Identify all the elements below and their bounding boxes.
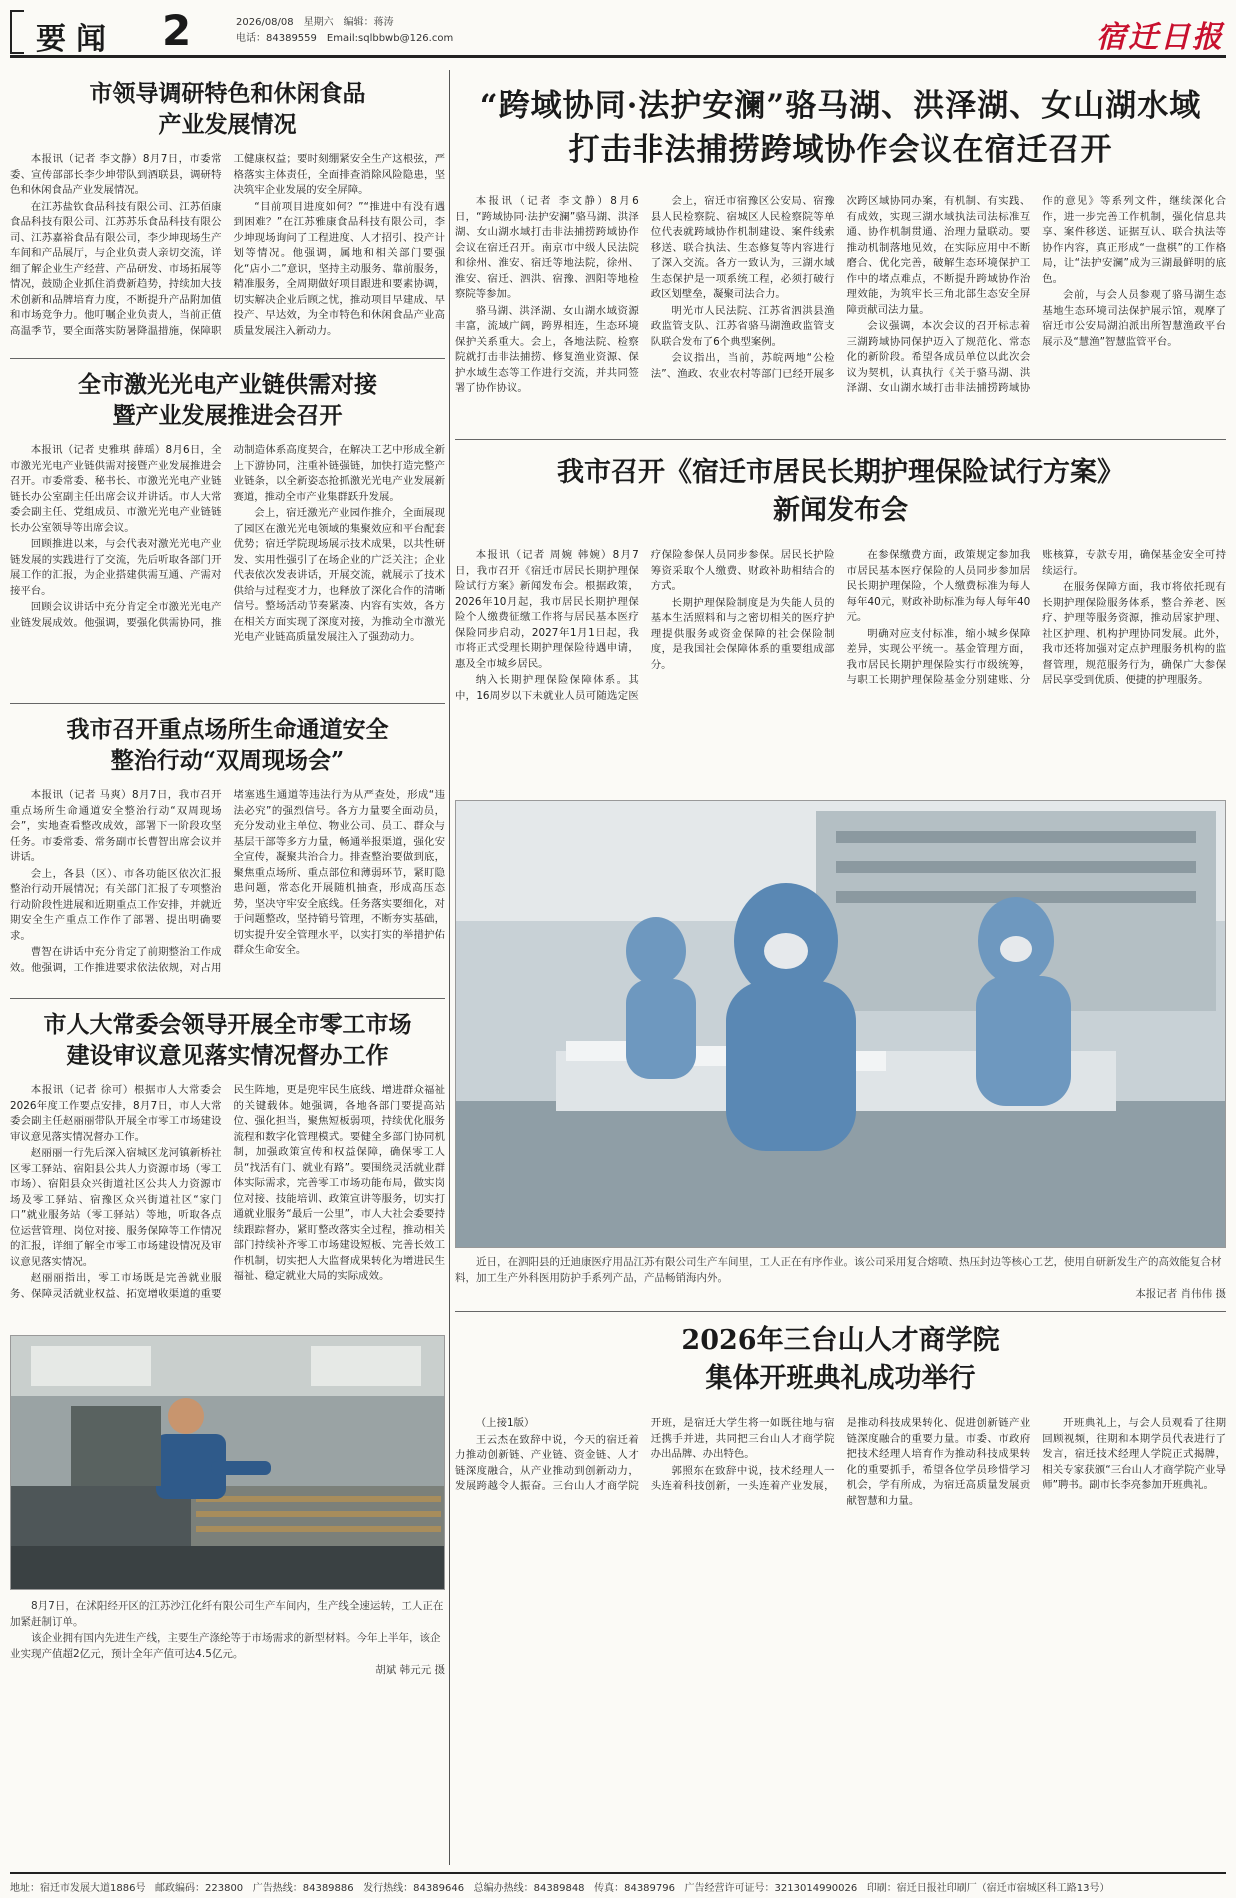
article-headline [10,1009,445,1071]
paragraph: 会上，宿迁激光产业园作推介，全面展现了园区在激光光电领域的集聚效应和平台配套优势；宿迁学院现场展示技术成果，以共性研发、实用性强引了在场企业的广泛关注；企业代表依次发表讲话，开展交流，就展示了技术供给与过程变才力，也释放了深化合作的清晰信号。整场活动节奏紧凑、内容有实效，各方在相关方面实现了深度对接，为推动全市激光光电产业链高质量发展注入了强劲动力。 [233,507,445,643]
issue-meta [236,15,463,47]
article-body [10,788,445,988]
paragraph: 本报讯（记者 史雅琪 薛瑶）8月6日，全市激光光电产业链供需对接暨产业发展推进会召开。市委常委、秘书长、市激光光电产业链链长办公室副主任出席会议并讲话。市人大常委会副主任、党组成员、市激光光电产业链链长办公室领导等出席会议。 [10,444,222,534]
paragraph: 会前，与会人员参观了骆马湖生态基地生态环境司法保护展示馆，观摩了宿迁市公安局湖泊派出所智慧渔政平台展示及“慧渔”智慧监管平台。 [1042,289,1226,348]
footer-address: 地址：宿迁市发展大道1886号 [10,1883,146,1894]
photo-caption-block [455,1254,1226,1301]
issue-weekday: 星期六 [303,17,334,28]
photo-credit: 本报记者 肖伟伟 摄 [1135,1288,1226,1300]
paragraph: 本报讯（记者 李文静）8月7日，市委常委、宣传部部长李少坤带队到酒联县，调研特色和休闲食品产业发展情况。 [10,153,222,196]
divider [455,439,1226,440]
factory-worker-photo [10,1335,445,1590]
article-headline [10,369,445,431]
footer-distribution-phone: 发行热线：84389646 [363,1883,465,1894]
paragraph: 会议强调，本次会议的召开标志着三湖跨域协同保护迈入了规范化、常态化的新阶段。希望各成员单位以此次会议为契机，认真执行《关于骆马湖、洪泽湖、女山湖水域打击非法捕捞跨域协作的意见》等系列文件，继续深化合作，进一步完善工作机制，强化信息共享、案件移送、证据互认、联合执法等协作内容，真正形成“一盘棋”的工作格局，让“法护安澜”成为三湖最鲜明的底色。 [846,195,1226,394]
cleanroom-photo [455,800,1226,1248]
photo-caption-block [10,1598,445,1677]
paragraph: 回顾推进以来，与会代表对激光光电产业链发展的实践进行了交流，先后听取各部门开展工作的汇报，为企业搭建供需互通、产需对接平台。 [10,538,222,597]
headline-line: 2026年三台山人才商学院 [681,1325,1000,1356]
footer-printer: 印刷：宿迁日报社印刷厂（宿迁市宿城区科工路13号） [866,1883,1110,1894]
editor-email: Email:sqlbbwb@126.com [326,33,454,44]
article-body [455,548,1226,786]
paragraph: 本报讯（记者 马爽）8月7日，我市召开重点场所生命通道安全整治行动“双周现场会”，实地查看整改成效，部署下一阶段攻坚任务。市委常委、常务副市长曹智出席会议并讲话。 [10,789,222,863]
lead-headline [455,84,1226,172]
page-footer [10,1872,1226,1894]
paragraph: 赵丽丽指出，零工市场既是完善就业服务、保障灵活就业权益、拓宽增收渠道的重要民生阵地，更是兜牢民生底线、增进群众福祉的关键载体。她强调，各地各部门要提高站位、强化担当，聚焦短板弱项，持续优化服务流程和数字化管理模式。要健全多部门协同机制，加强政策宣传和权益保障，确保零工人员“找活有门、就业有路”。要围绕灵活就业群体实际需求，完善零工市场功能布局，做实岗位对接、技能培训、政策宣讲等服务，切实打通就业服务“最后一公里”，市人大社会委要持续跟踪督办，紧盯整改落实全过程，推动相关部门持续补齐零工市场建设短板、完善长效工作机制，切实把人大监督成果转化为增进民生福祉、稳定就业大局的实际成效。 [10,1084,445,1300]
paragraph: 会上，各县（区）、市各功能区依次汇报整治行动开展情况；有关部门汇报了专项整治行动阶段性进展和近期重点工作安排，并就近期安全生产重点工作作了部署、提出明确要求。 [10,867,222,942]
headline-line: “跨域协同·法护安澜”骆马湖、洪泽湖、女山湖水域 [479,88,1202,124]
paragraph: 在江苏盐钦食品科技有限公司、江苏佰康食品科技有限公司、江苏苏乐食品科技有限公司、江苏嘉裕食品有限公司，李少坤现场生产车间和产品展厅，与企业负责人亲切交流，详细了解企业生产经营、产品研发、市场拓展等情况，鼓励企业抓住消费新趋势，持续加大技术创新和品牌培育力度，不断提升产品附加值和市场竞争力。他叮嘱企业负责人，当前正值高温季节，要全面落实防暑降温措施，保障职工健康权益；要时刻绷紧安全生产这根弦，严格落实主体责任，全面排查消除风险隐患，坚决筑牢企业发展的安全屏障。 [10,153,445,337]
article-life-channel [10,714,445,988]
article-body [10,152,445,348]
paragraph: 郭照东在致辞中说，技术经理人一头连着科技创新，一头连着产业发展，是推动科技成果转化、促进创新链产业链深度融合的重要力量。市委、市政府把技术经理人培育作为推动科技成果转化的重要抓手，希望各位学员珍惜学习机会，学有所成，为宿迁高质量发展贡献智慧和力量。 [650,1417,1031,1507]
paragraph: 会上，宿迁市宿豫区公安局、宿豫县人民检察院、宿城区人民检察院等单位代表就跨域协作机制建设、案件线索移送、联合执法、生态修复等内容进行了深入交流。各方一致认为，三湖水域生态保护是一项系统工程，必须打破行政区划壁垒，凝聚司法合力。 [650,195,835,300]
section-name: 要闻 [36,22,116,57]
issue-date: 2026/08/08 [236,17,294,28]
divider [455,1311,1226,1312]
paragraph: 曹智在讲话中充分肯定了前期整治工作成效。他强调，工作推进要求依法依规，对占用堵塞逃生通道等违法行为从严查处，形成“违法必究”的强烈信号。各方力量要全面动员，充分发动业主单位、物业公司、员工、群众与基层干部等多方力量，畅通举报渠道，强化安全宣传，凝聚共治合力。排查整治要做到底，聚焦重点场所、重点部位和薄弱环节，紧盯隐患问题，常态化开展随机抽查，形成高压态势，坚决守牢安全底线。任务落实要细化，对于问题整改，坚持销号管理，不断夯实基础，切实提升安全管理水平，以实打实的举措护佑群众生命安全。 [10,789,445,974]
newspaper-logo: 宿迁日报 [1096,20,1224,55]
headline-line: 打击非法捕捞跨域协作会议在宿迁召开 [568,132,1113,168]
paragraph: 在参保缴费方面，政策规定参加我市居民基本医疗保险的人员同步参加居民长期护理保险，个人缴费标准为每人每年40元，财政补助标准为每人每年40元。 [846,549,1031,623]
divider [10,998,445,999]
headline-line: 全市激光光电产业链供需对接 [78,371,377,398]
paragraph: 本报讯（记者 李文静）8月6日，“跨域协同·法护安澜”骆马湖、洪泽湖、女山湖水域打击非法捕捞跨域协作会议在宿迁召开。南京市中级人民法院和徐州、淮安、宿迁等地法院，徐州、淮安、宿迁、泗洪、宿豫、泗阳等地检察院等参加。 [455,195,639,300]
footer-postcode: 邮政编码：223800 [155,1883,244,1894]
headline-line: 市人大常委会领导开展全市零工市场 [43,1011,412,1038]
paragraph: 会议指出，当前，苏皖两地“公检法”、渔政、农业农村等部门已经开展多次跨区域协同办案，有机制、有实践、有成效，实现三湖水域执法司法标准互通、协作机制贯通、治理力量联动。要推动机制落地见效，在实际应用中不断磨合、优化完善，破解生态环境保护工作中的堵点难点，不断提升跨域协作治理效能，为筑牢长三角北部生态安全屏障贡献司法力量。 [650,195,1031,380]
right-column [455,70,1226,1576]
divider [10,703,445,704]
article-headline [10,78,445,140]
headline-line: 我市召开《宿迁市居民长期护理保险试行方案》 [557,457,1124,488]
factory-photo-illustration [11,1336,445,1590]
photo-caption: 该企业拥有国内先进生产线，主要生产涤纶等于市场需求的新型材料。今年上半年，该企业实现产值超2亿元，预计全年产值可达4.5亿元。 [10,1632,441,1660]
paragraph: 赵丽丽一行先后深入宿城区龙河镇新桥社区零工驿站、宿阳县公共人力资源市场（零工市场）、宿阳县众兴街道社区公共人力资源市场及零工驿站、宿豫区众兴街道社区“家门口”就业服务站（零工驿站）等地，听取各点位运营管理、岗位对接、服务保障等工作情况的汇报，详细了解全市零工市场建设情况及审议意见落实情况。 [10,1147,222,1268]
paragraph: 在服务保障方面，我市将依托现有长期护理保险服务体系，整合养老、医疗、护理等服务资源，推动居家护理、社区护理、机构护理协同发展。此外，我市还将加强对定点护理服务机构的监督管理，规范服务行为，确保广大参保居民享受到优质、便捷的护理服务。 [1042,581,1226,686]
masthead-bracket [10,10,24,54]
paragraph: 王云杰在致辞中说，今天的宿迁着力推动创新链、产业链、资金链、人才链深度融合，从产业推动到创新动力，发展跨越令人振奋。三台山人才商学院开班，是宿迁大学生将一如既往地与宿迁携手并进，共同把三台山人才商学院办出品牌、办出特色。 [455,1417,835,1492]
footer-license: 广告经营许可证号：3213014990026 [684,1883,858,1894]
paragraph: 长期护理保险制度是为失能人员的基本生活照料和与之密切相关的医疗护理提供服务或资金保障的社会保险制度，是我国社会保障体系的重要组成部分。 [650,596,835,671]
editor-phone: 电话：84389559 [236,33,317,44]
headline-line: 市领导调研特色和休闲食品 [89,80,366,107]
continued-tag: （上接1版） [475,1417,535,1429]
article-headline [455,1322,1226,1398]
headline-line: 建设审议意见落实情况督办工作 [66,1042,389,1069]
paragraph: 本报讯（记者 徐可）根据市人大常委会2026年度工作要点安排，8月7日，市人大常委会副主任赵丽丽带队开展全市零工市场建设审议意见落实情况督办工作。 [10,1084,222,1143]
article-body [455,194,1226,429]
page-number: 2 [162,6,192,55]
paragraph: 骆马湖、洪泽湖、女山湖水域资源丰富，流域广阔，跨界相连，生态环境保护关系重大。会上，各地法院、检察院就打击非法捕捞、修复渔业资源、保护水域生态等工作进行交流，并共同签署了协作协议。 [455,304,639,394]
column-divider [449,70,450,1865]
article-body [455,1416,1226,1576]
paragraph: 回顾会议讲话中充分肯定全市激光光电产业链发展成效。他强调，要强化供需协同，推动制造体系高度契合，在解决工艺中形成全新上下游协同，注重补链强链，加快打造完整产业链条，以全新姿态抢抓激光光电产业发展新赛道，推动全市产业集群跃升发展。 [10,444,445,629]
article-body [10,1083,445,1323]
paragraph: 明确对应支付标准，缩小城乡保障差异，实现公平统一。基金管理方面，我市居民长期护理保险实行市级统筹，与职工长期护理保险基金分别建账、分账核算，专款专用，确保基金安全可持续运行。 [846,549,1226,686]
paragraph: 开班典礼上，与会人员观看了往期回顾视频，往期和本期学员代表进行了发言，宿迁技术经理人学院正式揭牌，相关专家获颁“三台山人才商学院产业导师”聘书。副市长李亮参加开班典礼。 [1042,1417,1226,1491]
footer-fax: 传真：84389796 [594,1883,675,1894]
article-headline [10,714,445,776]
paragraph: 明光市人民法院、江苏省泗洪县渔政监管支队、江苏省骆马湖渔政监管支队联合发布了6个典型案例。 [650,304,835,348]
article-cross-region-fishing [455,84,1226,429]
photo-caption: 近日，在泗阳县的迁迪康医疗用品江苏有限公司生产车间里，工人正在有序作业。该公司采用复合熔喷、热压封边等核心工艺，使用自研新发生产的高效能复合材料，加工生产外科医用防护手系列产品，产品畅销海内外。 [455,1256,1222,1284]
article-gig-market [10,1009,445,1323]
divider [10,358,445,359]
article-laser-industry [10,369,445,693]
headline-line: 集体开班典礼成功举行 [705,1363,976,1394]
masthead [10,6,1226,58]
paragraph: 本报讯（记者 周婉 韩婉）8月7日，我市召开《宿迁市居民长期护理保险试行方案》新闻发布会。根据政策，2026年10月起，我市居民长期护理保险个人缴费征缴工作将与居民基本医疗保险同步启动，2027年1月1日起，我市将正式受理长期护理保险待遇申请，惠及全市城乡居民。 [455,549,639,670]
article-talent-academy [455,1322,1226,1576]
article-long-term-care [455,454,1226,786]
left-column [10,70,445,1677]
headline-line: 整治行动“双周现场会” [110,747,345,774]
footer-ad-phone: 广告热线：84389886 [252,1883,354,1894]
article-food-industry [10,78,445,348]
photo-credit: 胡斌 韩元元 摄 [375,1664,445,1676]
article-headline [455,454,1226,530]
cleanroom-photo-illustration [456,801,1226,1248]
editor-name: 编辑：蒋涛 [343,17,394,28]
paragraph: 纳入长期护理保险保障体系。其中，16周岁以下未就业人员可随选定医疗保险参保人员同步参保。居民长护险筹资采取个人缴费、财政补助相结合的方式。 [455,549,835,702]
headline-line: 新闻发布会 [773,495,908,526]
photo-caption: 8月7日，在沭阳经开区的江苏沙江化纤有限公司生产车间内，生产线全速运转，工人正在加紧赶制订单。 [10,1600,444,1628]
article-body [10,443,445,693]
headline-line: 产业发展情况 [158,111,297,138]
paragraph: “目前项目进度如何？”“推进中有没有遇到困难？”在江苏雅康食品科技有限公司，李少坤现场询问了工程进度、人才招引、投产计划等情况。他强调，属地和相关部门要强化“店小二”意识，坚持主动服务、靠前服务，精准服务，全周期做好项目跟进和要素协调，切实解决企业后顾之忧，推动项目早建成、早投产、早达效，为全市特色和休闲食品产业高质量发展注入新动力。 [233,200,445,337]
headline-line: 暨产业发展推进会召开 [112,402,343,429]
headline-line: 我市召开重点场所生命通道安全 [66,716,389,743]
footer-office-phone: 总编办热线：84389848 [473,1883,585,1894]
